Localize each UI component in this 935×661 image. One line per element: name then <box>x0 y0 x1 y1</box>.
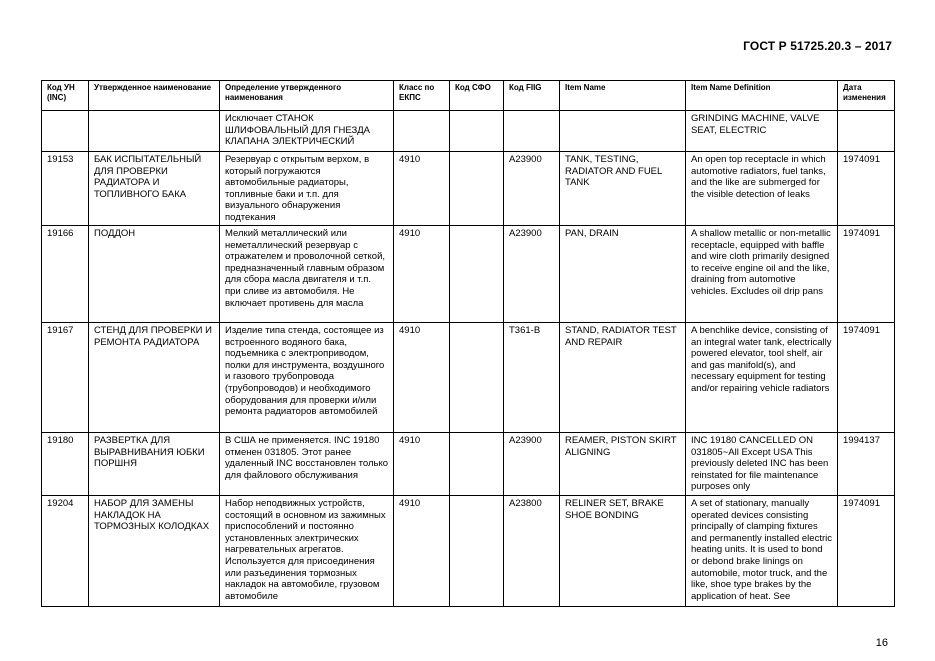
cell-date: 1974091 <box>838 152 895 226</box>
cell-inc: 19167 <box>42 323 89 433</box>
cell-fiig: A23900 <box>504 152 560 226</box>
cell-name-ru: ПОДДОН <box>89 226 220 323</box>
cell-item-definition: A benchlike device, consisting of an integral water tank, electrically powered elevator, tool shelf, air and gas manifold(s), and necessary equipment for testing and/or repairing vehicle radiators <box>686 323 838 433</box>
cell-item-definition: INC 19180 CANCELLED ON 031805~All Except USA This previously deleted INC has been reinstated for file maintenance purposes only <box>686 433 838 496</box>
cell-item-definition: A set of stationary, manually operated devices consisting principally of clamping fixtures and permanently installed electric heating units. It is used to bond or debond brake linings on automobile, motor truck, and the like, shoe type brakes by the application of heat. See <box>686 496 838 607</box>
cell-date: 1974091 <box>838 323 895 433</box>
table-row <box>42 323 895 433</box>
cell-item-name: STAND, RADIATOR TEST AND REPAIR <box>560 323 686 433</box>
cell-date: 1994137 <box>838 433 895 496</box>
header-name-ru: Утвержденное наименование <box>89 81 220 111</box>
cell-class: 4910 <box>394 226 450 323</box>
table-row <box>42 111 895 152</box>
cell-inc <box>42 111 89 152</box>
cell-inc: 19166 <box>42 226 89 323</box>
header-class: Класс по ЕКПС <box>394 81 450 111</box>
header-fiig: Код FIIG <box>504 81 560 111</box>
cell-sfo <box>450 152 504 226</box>
cell-item-name: TANK, TESTING, RADIATOR AND FUEL TANK <box>560 152 686 226</box>
cell-name-ru: РАЗВЕРТКА ДЛЯ ВЫРАВНИВАНИЯ ЮБКИ ПОРШНЯ <box>89 433 220 496</box>
cell-date <box>838 111 895 152</box>
cell-item-definition: GRINDING MACHINE, VALVE SEAT, ELECTRIC <box>686 111 838 152</box>
header-date: Дата изменения <box>838 81 895 111</box>
cell-definition-ru: Мелкий металлический или неметаллический резервуар с отражателем и проволочной сеткой, предназначенный главным образом для сбора масла двигателя и т.п. при сливе из автомобиля. Не включает противень для масла <box>220 226 394 323</box>
header-inc: Код УН (INC) <box>42 81 89 111</box>
cell-class <box>394 111 450 152</box>
table-header-row <box>42 81 895 111</box>
cell-item-name <box>560 111 686 152</box>
cell-item-name: PAN, DRAIN <box>560 226 686 323</box>
cell-definition-ru: В США не применяется. INC 19180 отменен 031805. Этот ранее удаленный INC восстановлен только для файлового обслуживания <box>220 433 394 496</box>
cell-date: 1974091 <box>838 226 895 323</box>
cell-class: 4910 <box>394 433 450 496</box>
cell-sfo <box>450 226 504 323</box>
cell-name-ru <box>89 111 220 152</box>
header-item-name: Item Name <box>560 81 686 111</box>
catalog-table <box>41 80 895 607</box>
cell-name-ru: НАБОР ДЛЯ ЗАМЕНЫ НАКЛАДОК НА ТОРМОЗНЫХ КОЛОДКАХ <box>89 496 220 607</box>
table-row <box>42 226 895 323</box>
cell-sfo <box>450 496 504 607</box>
cell-inc: 19153 <box>42 152 89 226</box>
cell-definition-ru: Резервуар с открытым верхом, в который погружаются автомобильные радиаторы, топливные баки и т.п. для визуального обнаружения подтекания <box>220 152 394 226</box>
cell-class: 4910 <box>394 152 450 226</box>
cell-fiig: T361-B <box>504 323 560 433</box>
cell-class: 4910 <box>394 323 450 433</box>
cell-fiig: A23900 <box>504 433 560 496</box>
page-number: 16 <box>875 637 888 649</box>
header-item-definition: Item Name Definition <box>686 81 838 111</box>
cell-inc: 19180 <box>42 433 89 496</box>
cell-sfo <box>450 433 504 496</box>
cell-fiig: A23800 <box>504 496 560 607</box>
cell-definition-ru: Изделие типа стенда, состоящее из встроенного водяного бака, подъемника с электроприводом, полки для инструмента, воздушного и газового трубопровода (трубопроводов) и необходимого оборудования для проверки и/или ремонта радиаторов автомобилей <box>220 323 394 433</box>
table-row <box>42 152 895 226</box>
cell-class: 4910 <box>394 496 450 607</box>
cell-item-name: RELINER SET, BRAKE SHOE BONDING <box>560 496 686 607</box>
cell-item-definition: An open top receptacle in which automotive radiators, fuel tanks, and the like are submerged for the visible detection of leaks <box>686 152 838 226</box>
cell-item-definition: A shallow metallic or non-metallic receptacle, equipped with baffle and wire cloth primarily designed to receive engine oil and the like, draining from automotive vehicles. Excludes oil drip pans <box>686 226 838 323</box>
cell-date: 1974091 <box>838 496 895 607</box>
cell-name-ru: СТЕНД ДЛЯ ПРОВЕРКИ И РЕМОНТА РАДИАТОРА <box>89 323 220 433</box>
cell-name-ru: БАК ИСПЫТАТЕЛЬНЫЙ ДЛЯ ПРОВЕРКИ РАДИАТОРА И ТОПЛИВНОГО БАКА <box>89 152 220 226</box>
header-sfo: Код СФО <box>450 81 504 111</box>
cell-item-name: REAMER, PISTON SKIRT ALIGNING <box>560 433 686 496</box>
cell-fiig: A23900 <box>504 226 560 323</box>
document-standard-number: ГОСТ Р 51725.20.3 – 2017 <box>743 39 892 53</box>
cell-sfo <box>450 323 504 433</box>
cell-definition-ru: Набор неподвижных устройств, состоящий в основном из зажимных приспособлений и постоянно установленных электрических нагревательных агрегатов. Используется для присоединения или разъединения тормозных накладок на автомобиле, грузовом автомобиле <box>220 496 394 607</box>
header-definition-ru: Определение утвержденного наименования <box>220 81 394 111</box>
table-row <box>42 433 895 496</box>
cell-definition-ru: Исключает СТАНОК ШЛИФОВАЛЬНЫЙ ДЛЯ ГНЕЗДА КЛАПАНА ЭЛЕКТРИЧЕСКИЙ <box>220 111 394 152</box>
table-row <box>42 496 895 607</box>
cell-inc: 19204 <box>42 496 89 607</box>
cell-sfo <box>450 111 504 152</box>
cell-fiig <box>504 111 560 152</box>
